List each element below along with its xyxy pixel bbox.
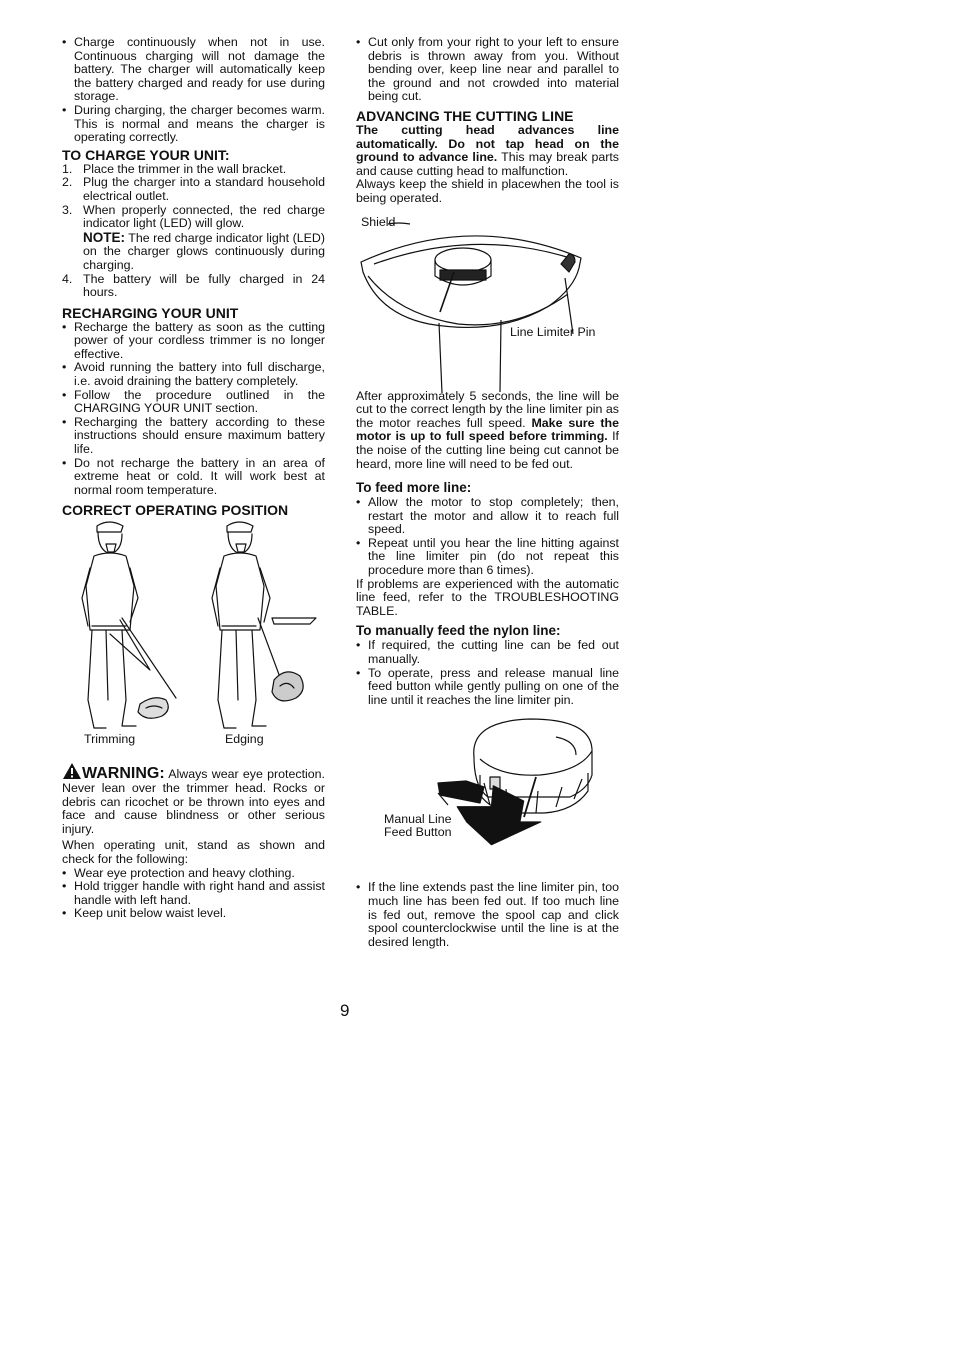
figure-label-manual-line: Manual Line: [384, 812, 452, 827]
list-item: 1. Place the trimmer in the wall bracket.: [62, 161, 287, 176]
right-column: [356, 36, 619, 949]
figure-label-edging: Edging: [225, 732, 264, 747]
figure-label-shield: Shield: [361, 214, 396, 229]
problems-paragraph: If problems are experienced with the automatic line feed, refer to the TROUBLESHOOTING TABLE.: [356, 576, 619, 618]
operating-position-illustration: [62, 518, 325, 732]
extend-bullet-list: [356, 881, 619, 949]
section-heading-advancing: ADVANCING THE CUTTING LINE: [356, 107, 574, 124]
section-heading-feed: To feed more line:: [356, 480, 472, 496]
manual-feed-figure: [356, 717, 619, 873]
operate-bullet-list: [62, 867, 325, 921]
spool-illustration: [356, 717, 619, 873]
section-heading-manual: To manually feed the nylon line:: [356, 623, 561, 639]
list-item: • Do not recharge the battery in an area of extreme heat or cold. It will work best at normal room temperature.: [62, 455, 325, 497]
feed-bullet-list: [356, 496, 619, 578]
shield-paragraph: Always keep the shield in placewhen the tool is being operated.: [356, 177, 619, 205]
list-item: • Repeat until you hear the line hitting against the line limiter pin (do not repeat this procedure more than 6 times).: [356, 535, 619, 578]
section-heading-recharge: RECHARGING YOUR UNIT: [62, 304, 239, 321]
list-item: • If required, the cutting line can be fed out manually.: [356, 638, 619, 667]
warning-paragraph: WARNING: Always wear eye protection. Never lean over the trimmer head. Rocks or debris can ricochet or be thrown into eyes and face and cause blindness or other serious injury.: [62, 765, 325, 836]
list-item: • Recharging the battery according to these instructions should ensure maximum battery life.: [62, 414, 325, 457]
list-item: 4. The battery will be fully charged in 24 hours.: [62, 271, 325, 300]
list-item: • Recharge the battery as soon as the cutting power of your cordless trimmer is no longer effective.: [62, 319, 325, 361]
warning-icon: [62, 767, 82, 781]
shield-illustration: [356, 214, 619, 394]
section-heading-position: CORRECT OPERATING POSITION: [62, 502, 289, 519]
list-item: 3. When properly connected, the red charge indicator light (LED) will glow.: [62, 202, 325, 231]
shield-figure: [356, 214, 619, 394]
charge-steps-list: [62, 163, 325, 231]
recharge-bullet-list: [62, 321, 325, 498]
figure-label-trimming: Trimming: [84, 732, 136, 747]
list-item: • Keep unit below waist level.: [62, 906, 227, 921]
list-item: • Follow the procedure outlined in the CHARGING YOUR UNIT section.: [62, 387, 325, 416]
intro-bullet-list: [62, 36, 325, 145]
manual-bullet-list: [356, 639, 619, 707]
after-paragraph: After approximately 5 seconds, the line will be cut to the correct length by the line limiter pin as the motor reaches full speed. Make sure the motor is up to full speed before trimming. If the noise of the cutting line being cut cannot be heard, more line will need to be fed out.: [356, 388, 620, 471]
trimming-figure: [82, 522, 176, 728]
section-heading-charge: TO CHARGE YOUR UNIT:: [62, 146, 230, 163]
list-item: • Allow the motor to stop completely; then, restart the motor and allow it to reach full speed.: [356, 495, 619, 537]
list-item: • Cut only from your right to your left to ensure debris is thrown away from you. Without bending over, keep line near and parallel to the ground and not crowded into material being cut.: [356, 35, 619, 104]
list-item: • During charging, the charger becomes warm. This is normal and means the charger is operating correctly.: [62, 102, 325, 145]
edging-figure: [212, 522, 316, 728]
figure-label-feed-button: Feed Button: [384, 825, 452, 840]
cut-bullet-list: [356, 36, 619, 104]
list-item: 2. Plug the charger into a standard household electrical outlet.: [62, 175, 325, 203]
advance-paragraph: The cutting head advances line automatically. Do not tap head on the ground to advance line. This may break parts and cause cutting head to malfunction.: [356, 122, 619, 178]
list-item: • To operate, press and release manual line feed button while gently pulling on one of the line until it reaches the line limiter pin.: [356, 665, 619, 707]
operate-paragraph: When operating unit, stand as shown and check for the following:: [62, 838, 325, 866]
list-item: • If the line extends past the line limiter pin, too much line has been fed out. If too much line is fed out, remove the spool cap and click spool counterclockwise until the line is at the desired length.: [356, 880, 619, 949]
list-item: • Charge continuously when not in use. Continuous charging will not damage the battery. The charger will automatically keep the battery charged and ready for use during storage.: [62, 35, 325, 104]
operating-position-figure: [62, 518, 325, 750]
page-number: 9: [340, 1001, 350, 1020]
left-column: [62, 36, 325, 921]
list-item: • Avoid running the battery into full discharge, i.e. avoid draining the battery completely.: [62, 360, 325, 389]
charge-note: NOTE: The red charge indicator light (LED) on the charger glows continuously during charging.: [83, 229, 325, 272]
charge-step-4: [62, 273, 325, 300]
figure-label-line-limiter-pin: Line Limiter Pin: [510, 324, 596, 339]
list-item: • Hold trigger handle with right hand and assist handle with left hand.: [62, 879, 325, 907]
list-item: • Wear eye protection and heavy clothing.: [62, 865, 295, 880]
